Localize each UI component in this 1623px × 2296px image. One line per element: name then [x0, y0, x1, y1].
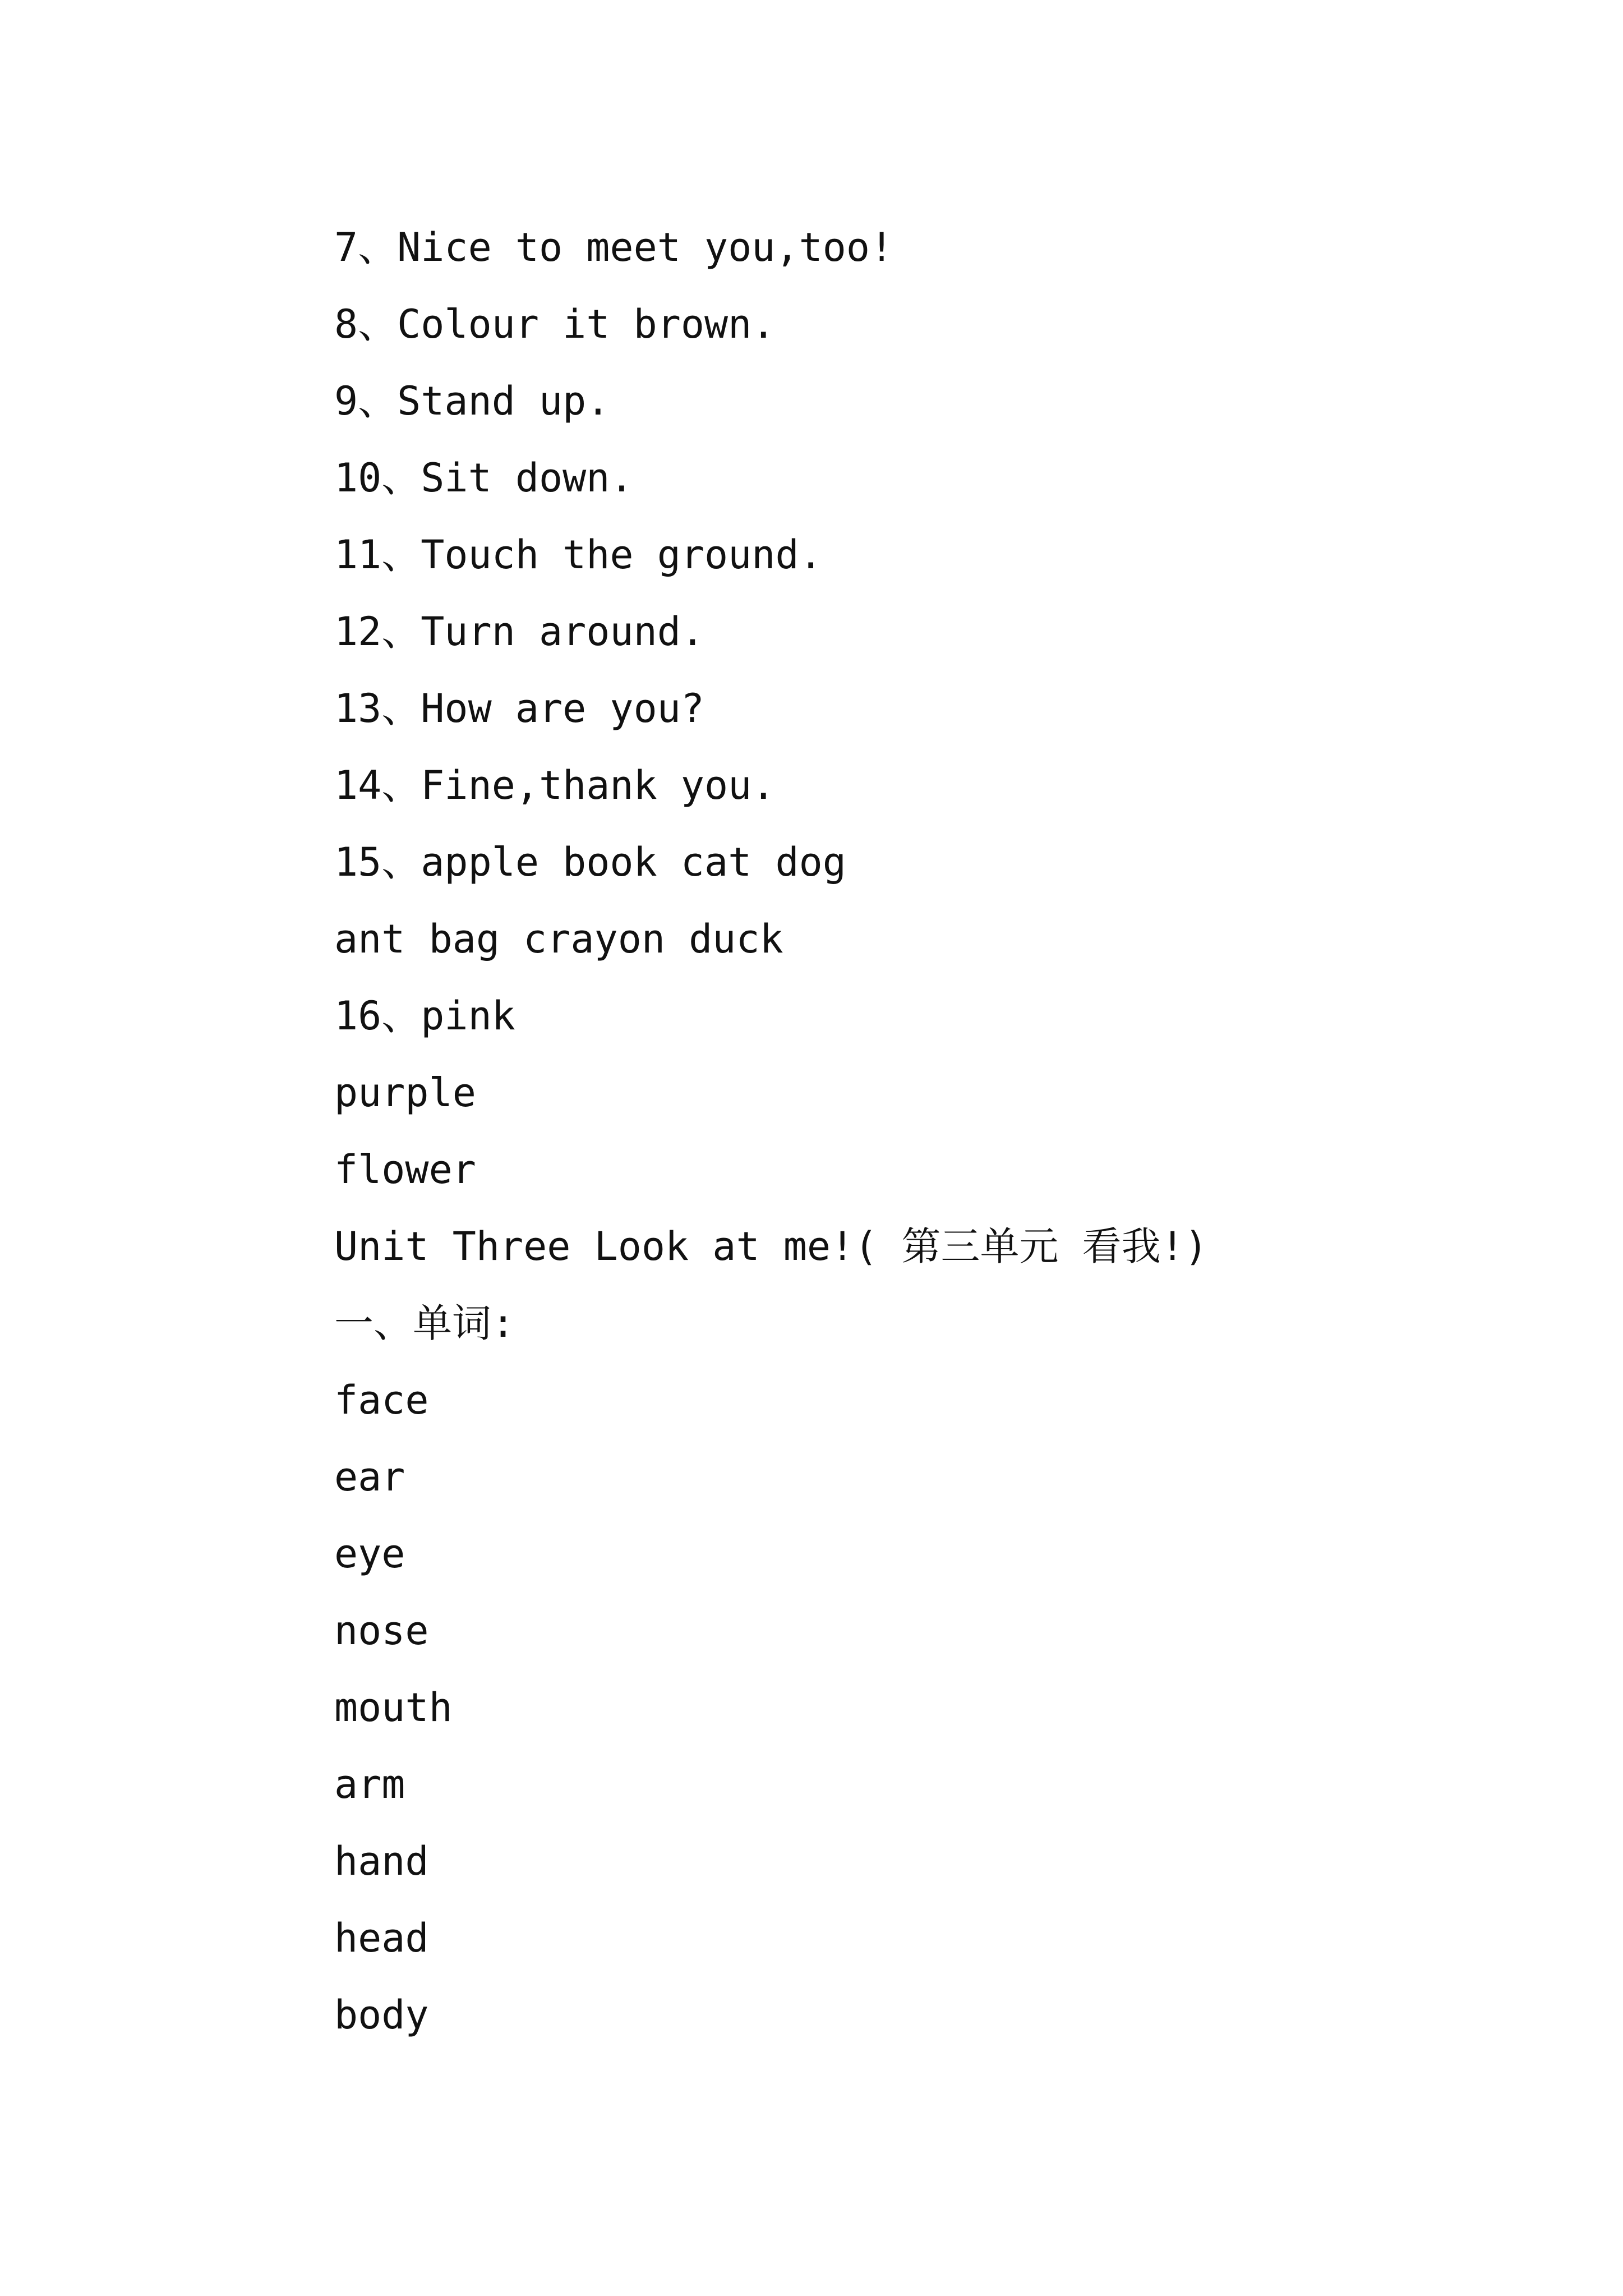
vocab-word: ear [334, 1454, 405, 1500]
vocab-word: arm [334, 1761, 405, 1807]
text-line: 14、Fine,thank you. [334, 762, 776, 808]
text-line: 13、How are you? [334, 685, 705, 731]
text-line: 15、apple book cat dog [334, 839, 846, 885]
text-line: 8、Colour it brown. [334, 301, 776, 347]
text-line: ant bag crayon duck [334, 916, 783, 962]
unit-heading: Unit Three Look at me!( 第三单元 看我!) [334, 1223, 1208, 1269]
text-line: 9、Stand up. [334, 378, 610, 424]
text-line: 11、Touch the ground. [334, 532, 823, 578]
text-line: 12、Turn around. [334, 609, 705, 655]
section-heading: 一、单词: [334, 1300, 515, 1346]
text-lines [334, 209, 1568, 2054]
text-line: 16、pink [334, 993, 515, 1039]
vocab-word: body [334, 1992, 429, 2038]
text-line: flower [334, 1147, 476, 1193]
vocab-word: eye [334, 1531, 405, 1577]
text-line: 10、Sit down. [334, 455, 634, 501]
vocab-word: face [334, 1377, 429, 1423]
vocab-word: mouth [334, 1685, 453, 1731]
text-line: purple [334, 1070, 476, 1116]
text-line: 7、Nice to meet you,too! [334, 224, 894, 270]
vocab-word: nose [334, 1608, 429, 1654]
vocab-word: hand [334, 1838, 429, 1884]
vocab-word: head [334, 1915, 429, 1961]
